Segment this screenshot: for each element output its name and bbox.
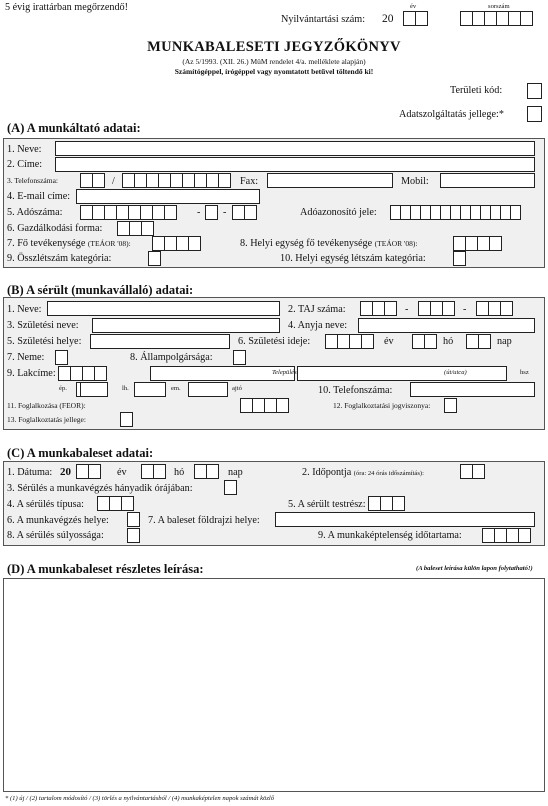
worker-phone-label: 10. Telefonszáma: bbox=[318, 385, 393, 396]
page-title: MUNKABALESETI JEGYZŐKÖNYV bbox=[147, 39, 401, 55]
phone-separator: / bbox=[112, 176, 115, 187]
employer-address-label: 2. Címe: bbox=[7, 159, 43, 170]
employer-phone-label: 3. Telefonszáma: bbox=[7, 176, 58, 185]
employer-tax-number-boxes[interactable] bbox=[80, 205, 176, 220]
citizenship-label: 8. Állampolgársága: bbox=[130, 352, 213, 363]
accident-date-label: 1. Dátuma: bbox=[7, 467, 53, 478]
worker-name-field[interactable] bbox=[47, 301, 280, 316]
sex-box[interactable] bbox=[55, 350, 67, 365]
registration-year-boxes[interactable] bbox=[403, 11, 427, 26]
accident-time-boxes[interactable] bbox=[460, 464, 484, 479]
injury-type-label: 4. A sérülés típusa: bbox=[7, 499, 84, 510]
employer-email-label: 4. E-mail címe: bbox=[7, 191, 71, 202]
occupation-label: 11. Foglalkozása (FEOR): bbox=[7, 401, 86, 410]
legal-form-boxes[interactable] bbox=[117, 221, 153, 236]
citizenship-box[interactable] bbox=[233, 350, 245, 365]
postcode-boxes[interactable] bbox=[58, 366, 106, 381]
taj-boxes-2[interactable] bbox=[418, 301, 454, 316]
accident-month-unit: hó bbox=[174, 467, 185, 478]
accident-year-boxes[interactable] bbox=[76, 464, 100, 479]
birth-place-field[interactable] bbox=[90, 334, 230, 349]
stair-field[interactable] bbox=[134, 382, 166, 397]
worker-phone-field[interactable] bbox=[410, 382, 535, 397]
employer-tax-vat-box[interactable] bbox=[205, 205, 217, 220]
tax-dash-2: - bbox=[223, 207, 227, 218]
section-d-note: (A baleset leírása külön lapon folytatható!) bbox=[416, 565, 533, 572]
stair-caption: lh. bbox=[122, 385, 129, 392]
retention-note: 5 évig irattárban megőrzendő! bbox=[5, 2, 129, 13]
employer-tax-id-boxes[interactable] bbox=[390, 205, 520, 220]
birth-year-boxes[interactable] bbox=[325, 334, 373, 349]
work-place-label: 6. A munkavégzés helye: bbox=[7, 515, 109, 526]
employer-name-field[interactable] bbox=[55, 141, 535, 156]
employer-email-field[interactable] bbox=[76, 189, 260, 204]
local-activity-label: 8. Helyi egység fő tevékenysége (TEÁOR '08): bbox=[240, 238, 418, 249]
body-part-label: 5. A sérült testrész: bbox=[288, 499, 366, 510]
location-label: 7. A baleset földrajzi helye: bbox=[148, 515, 260, 526]
residence-label: 9. Lakcíme: bbox=[7, 368, 56, 379]
accident-date-prefix: 20 bbox=[60, 466, 71, 478]
incapacity-boxes[interactable] bbox=[482, 528, 530, 543]
section-b-header: (B) A sérült (munkavállaló) adatai: bbox=[7, 283, 194, 297]
building-caption: ép. bbox=[59, 385, 67, 392]
birth-name-field[interactable] bbox=[92, 318, 280, 333]
employer-tax-label: 5. Adószáma: bbox=[7, 207, 63, 218]
accident-time-label: 2. Időpontja (óra: 24 órás időszámítás): bbox=[302, 467, 424, 478]
headcount-label: 9. Összlétszám kategória: bbox=[7, 253, 112, 264]
birth-day-boxes[interactable] bbox=[466, 334, 490, 349]
local-headcount-label: 10. Helyi egység létszám kategória: bbox=[280, 253, 426, 264]
work-hour-label: 3. Sérülés a munkavégzés hányadik órájában: bbox=[7, 483, 193, 494]
local-activity-boxes[interactable] bbox=[453, 236, 501, 251]
section-c-header: (C) A munkabaleset adatai: bbox=[7, 446, 154, 460]
employer-phone-area-boxes[interactable] bbox=[80, 173, 104, 188]
employer-phone-number-boxes[interactable] bbox=[122, 173, 230, 188]
taj-boxes-1[interactable] bbox=[360, 301, 396, 316]
employment-type-box[interactable] bbox=[120, 412, 132, 427]
body-part-boxes[interactable] bbox=[368, 496, 404, 511]
local-headcount-box[interactable] bbox=[453, 251, 465, 266]
mother-name-field[interactable] bbox=[358, 318, 535, 333]
street-field[interactable] bbox=[297, 366, 507, 381]
street-caption: (út/utca) bbox=[444, 369, 467, 376]
accident-day-boxes[interactable] bbox=[194, 464, 218, 479]
page-subtitle: (Az 5/1993. (XII. 26.) MüM rendelet 4/a. melléklete alapján) bbox=[182, 57, 366, 66]
house-number-caption: hsz bbox=[520, 369, 529, 376]
taj-dash-1: - bbox=[405, 304, 409, 315]
injury-type-boxes[interactable] bbox=[97, 496, 133, 511]
birth-month-boxes[interactable] bbox=[412, 334, 436, 349]
birth-day-unit: nap bbox=[497, 336, 512, 347]
accident-month-boxes[interactable] bbox=[141, 464, 165, 479]
taj-boxes-3[interactable] bbox=[476, 301, 512, 316]
birth-name-label: 3. Születési neve: bbox=[7, 320, 79, 331]
severity-box[interactable] bbox=[127, 528, 139, 543]
occupation-boxes[interactable] bbox=[240, 398, 288, 413]
headcount-box[interactable] bbox=[148, 251, 160, 266]
year-caption: év bbox=[410, 3, 417, 10]
employer-fax-field[interactable] bbox=[267, 173, 393, 188]
floor-caption: em. bbox=[171, 385, 181, 392]
section-d-header: (D) A munkabaleset részletes leírása: bbox=[7, 562, 204, 576]
employer-address-field[interactable] bbox=[55, 157, 535, 172]
data-type-box[interactable] bbox=[527, 106, 542, 122]
employer-tax-county-boxes[interactable] bbox=[232, 205, 256, 220]
accident-day-unit: nap bbox=[228, 467, 243, 478]
sex-label: 7. Neme: bbox=[7, 352, 45, 363]
mother-name-label: 4. Anyja neve: bbox=[288, 320, 348, 331]
location-field[interactable] bbox=[275, 512, 535, 527]
employer-name-label: 1. Neve: bbox=[7, 144, 42, 155]
birth-month-unit: hó bbox=[443, 336, 454, 347]
legal-form-label: 6. Gazdálkodási forma: bbox=[7, 223, 103, 234]
serial-caption: sorszám bbox=[488, 3, 510, 10]
incapacity-label: 9. A munkaképtelenség időtartama: bbox=[318, 530, 462, 541]
employment-box[interactable] bbox=[444, 398, 456, 413]
main-activity-label: 7. Fő tevékenysége (TEÁOR '08): bbox=[7, 238, 131, 249]
employment-type-label: 13. Foglalkoztatás jellege: bbox=[7, 415, 86, 424]
door-caption: ajtó bbox=[232, 385, 242, 392]
description-textarea[interactable] bbox=[3, 578, 545, 792]
tax-dash-1: - bbox=[197, 207, 201, 218]
employer-tax-id-label: Adóazonosító jele: bbox=[300, 207, 377, 218]
employer-mobile-field[interactable] bbox=[440, 173, 535, 188]
employer-mobile-label: Mobil: bbox=[401, 176, 429, 187]
birth-place-label: 5. Születési helye: bbox=[7, 336, 82, 347]
registration-serial-boxes[interactable] bbox=[460, 11, 532, 26]
severity-label: 8. A sérülés súlyossága: bbox=[7, 530, 104, 541]
main-activity-boxes[interactable] bbox=[152, 236, 200, 251]
settlement-caption: Település bbox=[272, 369, 297, 376]
employment-label: 12. Foglalkoztatási jogviszonya: bbox=[333, 401, 431, 410]
territorial-code-box[interactable] bbox=[527, 83, 542, 99]
floor-field[interactable] bbox=[188, 382, 228, 397]
work-place-box[interactable] bbox=[127, 512, 139, 527]
work-hour-box[interactable] bbox=[224, 480, 236, 495]
section-a-header: (A) A munkáltató adatai: bbox=[7, 121, 141, 135]
worker-name-label: 1. Neve: bbox=[7, 304, 42, 315]
data-type-label: Adatszolgáltatás jellege:* bbox=[399, 109, 504, 120]
taj-dash-2: - bbox=[463, 304, 467, 315]
footnote: * (1) új / (2) tartalom módosító / (3) törlés a nyilvántartásból / (4) munkaképtelen napok számát közlő bbox=[5, 795, 275, 802]
building-field[interactable] bbox=[80, 382, 108, 397]
registration-prefix: 20 bbox=[382, 13, 394, 25]
territorial-code-label: Területi kód: bbox=[450, 85, 503, 96]
accident-year-unit: év bbox=[117, 467, 127, 478]
fill-instruction: Számítógéppel, írógéppel vagy nyomtatott betűvel töltendő ki! bbox=[174, 67, 374, 76]
employer-fax-label: Fax: bbox=[240, 176, 259, 187]
birth-date-label: 6. Születési ideje: bbox=[238, 336, 311, 347]
birth-year-unit: év bbox=[384, 336, 394, 347]
taj-label: 2. TAJ száma: bbox=[288, 304, 346, 315]
registration-label: Nyilvántartási szám: bbox=[281, 14, 366, 25]
